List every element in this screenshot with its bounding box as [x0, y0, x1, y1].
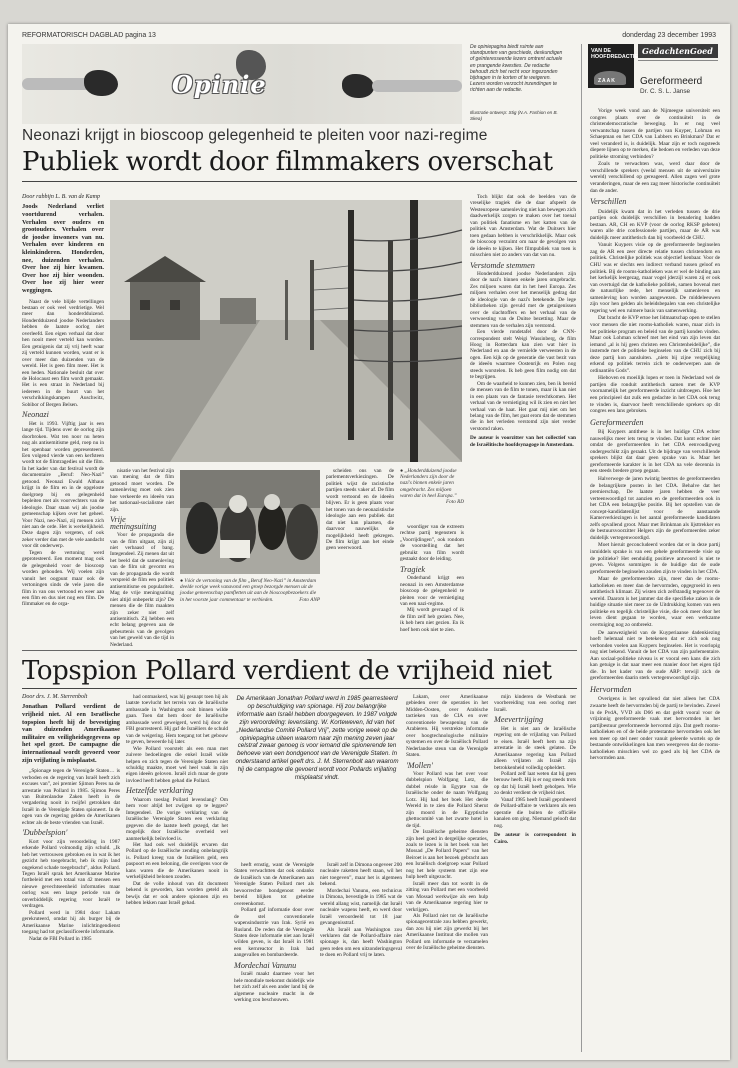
article1-paragraph: Voor de propaganda die van de film uitgaat, zijn zij niet verbaasd of bang. Integendeel. Zij menen dat uit het beeld dat de samenleving van de film uit gevormt en van de propaganda die wordt verspreid de film een politiek antisemitisme en populariteit. Mag de vrije meningsuiting niet altijd onbeperkt zijn? De mensen die de film maakten zijn zeker niet zelf antisemitisch. Zij hebben een echt belang gegeven aan de gebeurtenis van de gevolgen van het geweld van die tijd in Nederland. [110, 532, 174, 648]
arm-right [372, 80, 462, 92]
article1-paragraph: Mij wordt gevraagd of ik de film zelf heb gezien. Nee, ik heb hem niet gezien. En ik hoef hem ook niet te zien. [400, 607, 464, 633]
column-paragraph: Duidelijk kwam dat in het verleden tussen de drie partijen ook duidelijk verschillen in benadering hadden bestaan. AR, CH en KVP (voor de oorlog RKSP geheten) waren alle drie confessionele partijen, maar de AR was duidelijk meer antithetisch dan bij voorbeeld de CHU. [590, 208, 720, 241]
article2-paragraph: „Spionage tegen de Verenigde Staten… is verboden en de regering van Israël heeft zich excuses van”, zei premier Sjimon Peres na de arrestatie van Pollard in 1985. Sjimon Peres van Buitenlandse Zaken heeft in de vergadering nooit in twijfel getrokken dat Israël in de Verenigde Staten spioneert. In de ogen van de regering gelden de Amerikanen echter als de beste vrienden van Israël. [22, 768, 120, 826]
protest-caption [180, 578, 320, 612]
camp-fence-image [110, 200, 462, 462]
column-author: Dr. C. S. L. Janse [640, 88, 691, 95]
article2-author-note: De auteur is correspondent in Cairo. [494, 832, 576, 845]
article1-author-note: De auteur is voorzitter van het collectief van de Israëlitische hoofdsynagoge in Amsterdam. [470, 435, 576, 448]
protest-caption-text: ● Vóór de vertoning van de film „Beruf Neo-Nazi” in Amsterdam deelde vorige week vanavond een groep bezorgde mensen uit de joodse gemeenschap pamfletten uit aan de bioscoopbezoekers die in het voorste jaar commentaar te verbieden. [180, 578, 317, 603]
headline-rule [22, 181, 577, 182]
article1-lead: Joods Nederland verliet voortdurend verhalen. Verhalen over ouders en grootouders. Verhalen over de joodse inwoners van nu. Verhalen over kinderen en kleinkinderen. Honderden, nee, duizenden verhalen. Over hoe zij hier kwamen. Over hoe zij hier woonden. Over hoe zij hier weer weggingen. [22, 203, 104, 294]
article1-col4 [326, 468, 394, 572]
article2-paragraph: Israël meer dan tot wordt in de zitting van Pollard met een voorbeeld van Mossad werkwijze als een hulp van de Amerikaanse regering hier te verkrijgen. [406, 880, 488, 913]
article-separator [22, 650, 577, 651]
column-paragraph: Maar de gereformeerden zijn, meer dan de rooms-katholieken en meer dan de hervormden, opgegroeid in een antithetisch klimaat. Zij wisten zich zelfstandig tegenover de wereld. Daarom is het jammer dat die specifieke zaken in de huidige situatie niet meer zo de Uitdrukking komen van een politieke en tegelijk christelijke visie, die ook meer door het leven dient gegaan te worden, waar een werkzame overtuiging nog zo ontbreekt. [590, 576, 720, 629]
column-title: Gereformeerd [640, 76, 703, 87]
article1-subheadline: Neonazi krijgt in bioscoop gelegenheid te pleiten voor nazi-regime [22, 127, 488, 144]
article2-subhead: Mordechai Vanunu [234, 960, 297, 970]
article2-paragraph: Kort voor zijn veroordeling in 1987 erkende Pollard volmondig zijn schuld. „Ik heb het vertrouwen gebroken en in wat ik het gezicht heb toegebracht, heb ik mijn land ongekend schade toegebracht”, aldus Pollard. Tegen Israël sprak het Amerikaanse Marine fortbeleid met een totaal van 42 mensen een nieuwe gevechtseenheid informaties maar oorlog was een lange periode van de onverbiddelijk regering voor Israël te verdragen. [22, 838, 120, 910]
column-section-label: GedachtenGoed [638, 44, 718, 58]
article1-paragraph: Toch blijkt dat ook de beelden van de vreselijke tragiek die de daar afspeelt de Westeuropese samenleving niet kan bewegen zich daadwerkelijk zorgen te maken over het toenal van politiek fanatisme en het katten van de politiek van Amsterdam. Wat de Duitsers hier toen gedaan hebben is verschrikkelijk. Maar ook de bioscoop verzuimt om naar de gevolgen van de ideeën te kijken. Het filmpubliek van toen is misschien niet zo anders van dat van nu. [470, 194, 576, 259]
column-rule [638, 60, 718, 61]
article2-paragraph: Als Israël aan Washington zou verklaren dat de Pollard-affaire niet spionage is, dan heeft Washington geen reden om een uitzonderingsgeval te doen en Pollard vrij te laten. [320, 926, 402, 959]
camp-photo [110, 200, 462, 462]
hand-left-icon [84, 70, 118, 96]
article2-paragraph: Waarom toeslag Pollard levenslang? Om hem voor altijd het zwijgen op te leggen? Integendeel. De vorige verklaring van de Israëlische Verenigde Staten een verklaring gegeven die de laatste heeft gezegd, dat het mogelijk door Israëlische overheid wel aanmerkelijk beïnvloed is. [126, 796, 228, 842]
article1-subhead: Tragiek [400, 564, 426, 574]
article2-paragraph: Israël maakt daarmee voor het hele mondiale toekomst duidelijk wie het zich zelf als een ander land bij de algemene nucleaire macht in de werking zou beschouwen. [234, 971, 314, 1004]
protest-crowd-image [180, 470, 320, 574]
article2-paragraph: Dat de volle inhoud van dit document bekend is geworden, kan worden geteld als bewijs dat er ook andere spionnen zijn en hebben lekken naar Israël gehad. [126, 880, 228, 907]
protest-photo [180, 470, 320, 574]
column-paragraph: Bij Kuypers antithese is in het huidige CDA echter nauwelijks meer iets terug te vinden. Dat komt echter niet omdat de gereformeerden in het CDA eenvoudigweg ondergeschikt zijn geraakt. Uit de bijdrage van verschillende sprekers blijkt dat daar geen sprake van is. Maar het gereformeerde karakter is in het CDA na vele decennia in een steeds bredere groep gegaan. [590, 429, 720, 475]
article1-paragraph: Om de waarheid te kunnen zien, ben ik bereid de mensen van de film te tonen, maar ik kan niet in een plaats van de fantasie terechtkomen. Het verhaal van de vernietiging wil ik zien en niet het verhaal van de haat. Het gaat mij niet om het belang van de film, het gaat erom dat de stemmen die in het verleden verstomd zijn niet verder verstomd raken. [470, 380, 576, 432]
article1-subhead: Vrije meningsuiting [110, 515, 157, 531]
ruin-caption-credit: Foto RD [445, 499, 464, 506]
article1-paragraph: scheiden ons van de parlementsverkiezingen. De politiek wijst de racistische partijen steeds vaker af. De film wordt vertoond en de ideeën blijven. Er is geen plaats voor het tonen van de neonazistische ideologie aan een publiek dat dat niet kan plaatsen, die daarvoor nauwelijks de mogelijkheid heeft gekregen. De film krijgt aan het einde geen weerwoord. [326, 468, 394, 552]
column-subhead: Gereformeerden [590, 417, 644, 427]
article2-headline: Topspion Pollard verdient de vrijheid niet [22, 656, 552, 686]
column-divider [581, 44, 582, 1052]
article1-col1 [22, 194, 104, 634]
article2-col6 [494, 694, 576, 1046]
article2-subhead: Meevertrijging [494, 715, 544, 725]
article1-col5 [400, 524, 464, 636]
article2-paragraph: Wie Pollard voorstelt als een man met zuivere bedoelingen die enkel Israël wilde helpen en zich tegen de Verenigde Staten niet schuldig maakte, moet wel heel vaak in zijn eigen ideeën geloven. Israël zich maar de grote invloed heeft hebben gehad die Pollard. [126, 745, 228, 784]
article2-paragraph: Lakam, over Amerikaanse gebieden over de operaties in het Midden-Oosten, over Arabische tactieken van de CIA en over conventionele bewapening van de Arabieren. Hij verstrekte informatie over hoogtechnologische militaire systemen en over de Israëlisch Pollard Nederlandse steun van de Verenigde Staten. [406, 694, 488, 759]
article2-intro-quote: De Amerikaan Jonathan Pollard werd in 1985 gearresteerd op beschuldiging van spionage. Hij zou belangrijke informatie aan Israël hebben doorgegeven. In 1987 volgde zijn veroordeling: levenslang. W. Korteweven, lid van het „Nederlandse Comité Pollard Vrij”, zette vorige week op de opiniepagina uiteen waarom naar zijn mening zeven jaar celstraf zwaar genoeg is voor iemand die spionerende ten behoeve van een bondgenoot van de Verenigde Staten. In onderstaand artikel geeft drs. J. M. Sterrenbolt aan waarom hij de campagne die gevoerd wordt voor Pollards vrijlating misplaatst vindt. [235, 695, 399, 782]
ruin-caption [400, 468, 464, 522]
article1-paragraph: nisatie van het festival zijn van mening dat de film getoond moet worden. De samenleving moet ook zien hoe verkeerde en ideeën van het nationaal-socialisme niet zijn. [110, 468, 174, 513]
headline2-rule [22, 688, 577, 689]
article2-paragraph: Nadat de FBI Pollard in 1985 [29, 935, 92, 942]
article2-paragraph: Pollard zelf laat weten dat hij geen berouw heeft. Hij is er nog steeds trots op dat hij Israël heeft geholpen. Wie zo denkt verdient de vrijheid niet. [494, 770, 576, 797]
article2-paragraph: Pollard gaf informatie door over de stel conventionele wapensindustrie van Irak. Syrië en Rusland. De reden dat de Verenigde Staten deze informatie niet aan Israël wilden geven, is dat Israël in 1981 een kernreactor in Irak had aangevallen en bombardeerde. [234, 907, 314, 959]
article1-col2 [110, 468, 174, 648]
article2-col3 [234, 862, 314, 1046]
column-paragraph: Zoals te verwachten was, werd daar door de verschillende sprekers (veelal mensen uit de universitaire wereld) verschillend op gereageerd. Allen zagen wel grote veranderingen, maar de een zag meer historische continuïteit dan de ander. [590, 161, 720, 194]
article1-paragraph: Het is 1993. Vijftig jaar is een lange tijd. Tijdens over de oorlog zijn doorbroken. Wat ten noor nu heten nog als antisemitisme geld, roep nu in het openbaar worden gepresenteerd. Een volgend vierde van een kerfsteen wordt tot de filmtragedies uit die film. In het kader van dat festival wordt de documentaire „Beruf: Neo-Nazi” getoond. Neonazi Ewald Althaus krijgt in de film en in de opgeloste doelgroep bij en gelegenheid bepleiten met als voorvechters van de ideologie. Daar staan wij als joodse gemeenschap kijken over het geheel. Voor Nazi, neo-Nazi, zij mensen zich niet aan de orde. Het is werkelijkheid. Deze dagen zijn vergeten, of ook zeker verder dan met de vele aandacht voor dit onderwerp. [22, 420, 104, 550]
article1-col6 [470, 194, 576, 636]
arm-left [22, 78, 92, 90]
article2-paragraph: De Israëlische geheime diensten zijn heel goed in dergelijke operaties, zoals te lezen is in het boek van het Mossad „De Pollard Papers” van het Beiroet is aan het bezoek gebracht aan een Israëlisch doelgroep waar Pollard nog het hele systeem met zijn ene hulp heeft uitgezocht. [406, 829, 488, 881]
illustration-caption [470, 44, 564, 124]
article2-paragraph: Vanaf 1985 heeft Israël geprobeerd de Pollard-affaire te verklaren als een operatie die buiten de officiële kanalen om ging. Niemand gelooft dat nog. [494, 796, 576, 829]
article1-subhead: Verstomde stemmen [470, 260, 535, 270]
article2-paragraph: Het had ook wel duidelijk ervaren dat Pollard op de Israëlische zending onbelangrijk is. Pollard kreeg van de Israëliers geld, een paspoort en een beloning, die overigens voor de kans waren die de Amerikanen nooit in werkelijkheid belonen zouden. [126, 841, 228, 881]
issue-date: donderdag 23 december 1993 [622, 32, 716, 39]
article2-col4 [320, 862, 402, 1046]
editorial-badge [588, 44, 639, 88]
ruin-caption-text: ● „Honderdduizend joodse Nederlanders zijn door de nazi's binnen enkele jaren omgebracht. Zes miljoen waren dat in heel Europa.” [400, 468, 457, 499]
column-subhead: Hervormden [590, 684, 632, 694]
opinie-banner [22, 44, 462, 124]
column-paragraph: Halverwege de jaren twintig beetrtes de gereformeerden de belangrijkste posten in het CDA. Behalve dat het premierschap, De laatste jaren hebben de veer verteenwoordigd tot aanzien en de gereformeerden ook in het CDA een belangrijke positie. Bij het opstellen van de concept-kandidatenlijst voor de aanstaande Kamerverkiezingen is het aantal gereformeerde kandidaten zelfs opvallend groot. Maar met Brinkman als lijsttrekker en de bestuursvoorzitter Helgers zijn de gereformeerden zeker duidelijk vertegenwoordigd. [590, 475, 720, 541]
article1-paragraph: woordiger van de extreem rechtse partij tegenstem is „Voorrijdingen”, ook rondom de voorstelling dat het gebruikt van film wordt gestaakt door de leiding. [400, 524, 464, 563]
article1-headline: Publiek wordt door filmmakers overschat [22, 147, 553, 177]
badge-line-1: VAN DE [591, 48, 611, 54]
opinie-label: Opinie [172, 70, 267, 99]
column-paragraph: Dat bracht de KVP ertoe het lidmaatschap open te stellen voor mensen die niet rooms-katholiek waren, maar zich in het politieke program en beleid van de partij konden vinden. Maar ook Lohman schreef met het eind van zijn leven dat iemand „al is hij geen christen een Christenheidelijke”, die instemde met de politieke beginselen van de CHU zich bij deze partij kon aansluiten. „niets bij zijne vergelijking erkend op politiek terrein zich te onderwerpen aan de ordinantiën Gods”. [590, 315, 720, 374]
column-paragraph: De aanwezigheid van de Kuyperiaanse dadenkiezing hoeft helemaal niet te betekenen dat er zich ook nog verbonden voelen aan Kuypers beginselen. Het is voorlopig nog niet bekend. Vanuit de het CDA van zijn parlementaire. Aan sociaal-politieke niveau is er vooral een kans die zich kan getuige is dat naar meer een manier door het eigen tijd die. In het kader van de oude ARP: terwijl zich de gereformeerden daarin sterk vertegenwoordigd zijn. [590, 629, 720, 682]
article1-paragraph: Een vierde rondetafel door de CNN-correspondent stelt Weigi Wassinberg, de film Hoog in Rotterdam kan zien wat hier in Nederland en aan de vernielde verweesten in de ogen. Een kijk op de generatie die vast bezit van de ideeën waarmee Oostenrijk en Polen nog steeds worstelen. Ik heb geen film nodig om dat te begrijpen. [470, 329, 576, 381]
column-paragraph: Vanuit Kuypers visie op de gereformeerde beginselen zag de AR een zeer directe relatie tussen christendom en politiek. Christelijke politiek was objectief kenbaar. Voor de CHU was er slechts een indirect verband tussen geloof en politiek. Bij de rooms-katholieken was er wel de binding aan het kerkelijk leergezag, maar vogel jderzijl waren zij er ook van overtuigd dat de katholieke politiek, samen bovenal met de natuurlijke rede, het menselijk samenleven en samenleving kon worden aangewezen. De middeleeuwen zijn voor hen gelden als beleidsbepalen van een christelijke regering wel een ruimere basis van samenwerking. [590, 242, 720, 314]
article1-byline: Door rabbijn L. B. van de Kamp [22, 194, 100, 200]
article2-col1 [22, 694, 120, 1046]
article2-paragraph: Israël zelf in Dimona ongeveer 200 nucleaire raketten heeft staan, wil het niet toegeven”, maar het is algemeen bekend. [320, 862, 402, 888]
article2-paragraph: had ontmaskerd, was hij gesnapt toen hij als laatste toevlucht het terrein van de Israëlische ambassade in Washington ooit binnen wilde gaan. Toen dat hem door de Israëlische ambassade werd geweigerd, werd hij door de FBI gearresteerd. Hij gaf de Israëliers de schuld van de weigering. Hem toegang tot het gebouw te geven, beweerde hij later. [126, 694, 228, 746]
newspaper-page [8, 24, 730, 1060]
article2-subhead: 'Mollen' [406, 760, 433, 770]
badge-line-2: HOOFDREDACTIE [591, 54, 639, 61]
column-paragraph: Overigens is het opvallend dat niet alleen het CDA zwaarte heeft de hervormden bij de partij te bevinden. Zowel in de PvdA, VVD als D66 en dat geldt vooral voor de vrijzinnig gereformeerde vaak met hervormden in het partijbestuur gereformeerde hervormd zijn. Dat geeft rooms-katholieken en of de beide protestantse hervormden ook het een meer op stel neer onder vanuit geleerde wortels op de bestaande ontwikkelingen kan men weergeven dat de rooms-katholieken misschien wel zo goed als bij het CDA de hervormden aan. [590, 696, 720, 762]
article2-paragraph: heeft ernstig, want de Verenigde Staten verwachtten dat ook ondanks de Israëlisch van de Amerikanen aan Verenigde Staten Pollard met als bevoorrechte bondgenoot eerder bereid blijken tot geheime overeenkomst. [234, 862, 314, 907]
article2-paragraph: Voor Pollard was het over voor dubbelspion Wolfgang Lotz, die dubbel reisde in Egypte van de Israëlische onder de naam Wolfgang Lotz. Hij had het boek Het derde Wereld in te zien die Pollard Sherut zijn moord in de Egyptische ghettocomité van het zwarte hotel in de tijd. [406, 770, 488, 829]
hand-right-icon [342, 74, 374, 98]
article2-subhead: 'Dubbelspion' [22, 828, 68, 838]
article2-col5 [406, 694, 488, 1046]
illustration-caption-text: De opiniepagina biedt ruimte aan standpunten van geschiede, deskundigen of geïnteresseerde lezers omtrent actuele en prangende kwesties. De redactie behoudt zich het recht voor ingezonden bijdragen in te korten of te weigeren. Lezers worden verzocht inzendingen te richten aan de redactie. [470, 44, 563, 94]
article1-paragraph: Tegen de vertoning werd geprotesteerd. Een moment mag ook de gelegenheid voor de bioscoop worden gehouden. Wij voelen zijn vanuit het oogpunt maar ook de vertoningen sinds de vele jaren die film in van ons vertoond en weer aan een film en dus niet nog een film. De filmmaker en de orga- [22, 549, 104, 608]
article2-byline: Door drs. J. M. Sterrenbolt [22, 694, 88, 700]
badge-word: ZAAK [598, 77, 616, 84]
article2-paragraph: Pollard werd in 1984 door Lakam gerekruteerd, omdat hij als burger bij de Amerikaanse Marine inlichtingendienst toegang had tot geclassificeerde informatie. [22, 909, 120, 936]
paper-name: REFORMATORISCH DAGBLAD pagina 13 [22, 32, 156, 39]
article2-paragraph: Mordechai Vanunu, een technicus in Dimona, bevestigde in 1985 wat de wereld allang wist, namelijk dat Israël nucleaire wapens heeft, en werd door Israël veroordeeld tot 18 jaar gevangenisstraf. [320, 887, 402, 927]
protest-caption-credit: Foto ANP [299, 596, 320, 603]
article1-paragraph: Naast de vele blijde vertellingen bestaan er ook veel verdrietige. Wel meer dan honderdduizend. Honderdduizend joodse Nederlanders hebben de laatste oorlog niet overleefd. Een eigen verhaal dat door hen nooit meer verteld kan worden. Een getuigenis dat zij vrij heeft waar zij verteld kunnen worden, want er is over meer dan duizenden van de wereld. Het is geen film meer. Het is een heden. Nationale besluit dat over de Holocaust een film wordt gemaakt. Het is een straat in Nederland bij iedereen in de buurt van het verschrikkingskampen Auschwitz, Sobibor of Bergen Belsen. [22, 298, 104, 408]
article1-subhead: Neonazi [22, 410, 49, 420]
article2-paragraph: mijn kinderen de Westbank ter voorbereiding van een oorlog met Israël. [494, 694, 576, 713]
article2-paragraph: Het is niet aan de Israëlische regering om de vrijlating van Pollard te eisen. Israël heeft hem na zijn arrestatie in de steek gelaten. De Amerikaanse regering kan Pollard alleen vrijlaten als Israël zijn betrokkenheid volledig opheldert. [494, 725, 576, 771]
article2-lead: Jonathan Pollard verdient de vrijheid niet. Al een Israëlische topspion heeft hij de bevestiging van duizenden Amerikaanse militaire en veiligheidsgegevens op het spel gezet. De campagne die internationaal wordt gevoerd voor zijn vrijlating is misplaatst. [22, 703, 120, 764]
article2-subhead: Hetzelfde verklaring [126, 786, 194, 796]
column-subhead: Verschillen [590, 197, 627, 207]
article1-paragraph: Onderhand krijgt een neonazi in een Amsterdamse bioscoop de gelegenheid te pleiten voor de vernietiging van een nazi-regime. [400, 575, 464, 607]
column-paragraph: Vorige week vond aan de Nijmeegse universiteit een congres plaats over de continuïteit in de christendemocratische beweging. In er nog veel verwantschap tussen de partijen van Kuyper, Lohman en Schaepman en het CDA van Lubbers en Brinkman? Dat er veel veranderd is, is duidelijk. Maar zijn er toch nogsteeds diepere lijnen op te merken, die bedoen en verleden van deze politieke stroming verbinden? [590, 108, 720, 160]
column-paragraph: Moet hieruit geconcludeerd worden dat er in deze partij inmiddels sprake is van een gehele gereformeerde visie op de politieke? Het eenduidig positieve antwoord is niet te geven. Volgens sommigen is de huidige dat de oude gereformeerde beginselen zouden zijn te vinden in het CDA. [590, 542, 720, 575]
illustration-credit: Illustratie ontwerp: Stig (N.A. Fashion en B. Skea) [470, 109, 558, 121]
article1-paragraph: Honderdduizend joodse Nederlanders zijn door de nazi's binnen enkele jaren omgebracht. Zes miljoen waren dat in het heel Europa. Zes miljoen verhalen over het menselijk gedrag dat de ideologie van de nazi's betekende. De lege bibliotheken zijn gevuld met de getuigenissen over de slachtoffers en het verhaal van de verwoesting van de Duitse bezetting. Maar de stemmen van de verhalen zijn verstomd. [470, 270, 576, 329]
article2-col2 [126, 694, 228, 1046]
column-body [590, 108, 720, 1048]
column-paragraph: Hieboven en moeilijk lopen er toen in Nederland wel de partijen die ronduit antithetisch samen met de KVP voornamelijk het gereformeerde inzicht uitdroegen. Hoe het een principieel dat zulk een gedachte in het CDA ook terug te vinden is, daarvoor heeft verschillende sprekers op dit congres een lans gebroken. [590, 375, 720, 415]
article2-paragraph: Als Pollard niet tot de Israëlische spionagecentrale zou hebben gewerkt, dan zou hij niet zijn gewerkt bij het Amerikaanse Instituut die mollen van Pollard om informatie te verzamelen over de Israëlische geheime diensten. [406, 912, 488, 952]
